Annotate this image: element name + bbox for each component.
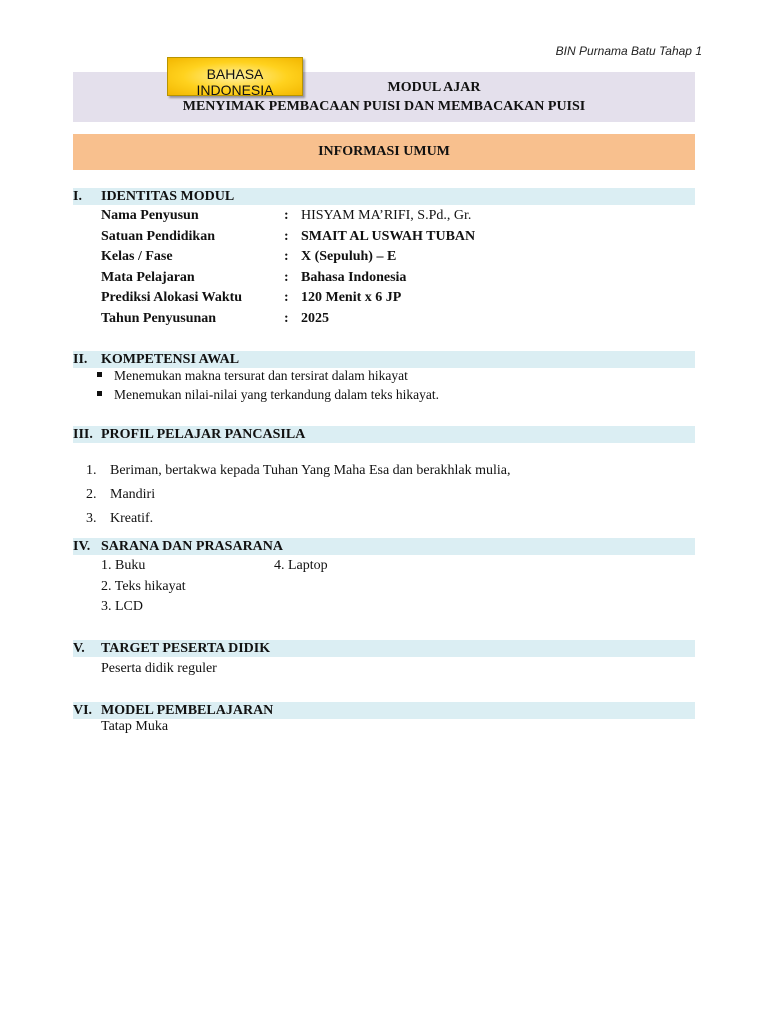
module-title: MODUL AJAR [387,80,481,95]
sarana-item: 4. Laptop [274,558,328,573]
section-heading-kompetensi [73,351,695,368]
list-item-text: Kreatif. [110,511,154,526]
identity-key: Nama Penyusun [101,208,199,223]
list-item [86,463,510,479]
list-item-text: Menemukan nilai-nilai yang terkandung dalam teks hikayat. [114,387,440,402]
identity-colon: : [284,311,289,326]
identity-colon: : [284,249,289,264]
list-item [97,368,408,384]
identity-value: HISYAM MA’RIFI, S.Pd., Gr. [301,208,472,223]
list-item [97,387,439,403]
page-header: BIN Purnama Batu Tahap 1 [555,44,702,58]
bullet-icon [97,391,102,396]
list-item [86,511,153,527]
section-number: V. [73,641,85,656]
bullet-icon [97,372,102,377]
section-title: PROFIL PELAJAR PANCASILA [101,427,306,442]
identity-row [101,208,471,224]
list-number: 3. [86,511,97,526]
model-text: Tatap Muka [101,719,169,734]
list-item-text: Beriman, bertakwa kepada Tuhan Yang Maha Esa dan berakhlak mulia, [110,463,511,478]
section-number: IV. [73,539,91,554]
identity-value: X (Sepuluh) – E [301,249,397,264]
identity-row [101,249,396,265]
module-subtitle: MENYIMAK PEMBACAAN PUISI DAN MEMBACAKAN PUISI [182,99,586,114]
identity-row [101,311,329,327]
identity-colon: : [284,270,289,285]
identity-key: Satuan Pendidikan [101,229,215,244]
section-title: SARANA DAN PRASARANA [101,539,284,554]
target-text: Peserta didik reguler [101,661,217,676]
section-title: KOMPETENSI AWAL [101,352,240,367]
identity-value: 120 Menit x 6 JP [301,290,402,305]
sarana-item: 1. Buku [101,558,146,573]
section-heading-sarana [73,538,695,555]
list-number: 1. [86,463,97,478]
identity-key: Mata Pelajaran [101,270,195,285]
section-title: IDENTITAS MODUL [101,189,235,204]
identity-key: Prediksi Alokasi Waktu [101,290,243,305]
identity-key: Tahun Penyusunan [101,311,217,326]
info-bar: INFORMASI UMUM [73,134,695,170]
section-heading-profil [73,426,695,443]
list-item-text: Menemukan makna tersurat dan tersirat dalam hikayat [114,368,408,383]
section-title: TARGET PESERTA DIDIK [101,641,271,656]
section-heading-model [73,702,695,719]
section-number: I. [73,189,82,204]
list-number: 2. [86,487,97,502]
section-number: II. [73,352,88,367]
section-number: III. [73,427,93,442]
section-heading-identitas [73,188,695,205]
sarana-item: 3. LCD [101,599,143,614]
subject-badge: BAHASA INDONESIA [167,57,303,96]
identity-row [101,290,401,306]
section-title: MODEL PEMBELAJARAN [101,703,274,718]
identity-row [101,270,406,286]
section-heading-target [73,640,695,657]
identity-value: Bahasa Indonesia [301,270,407,285]
identity-value: 2025 [301,311,329,326]
section-number: VI. [73,703,93,718]
identity-colon: : [284,290,289,305]
identity-colon: : [284,208,289,223]
sarana-item: 2. Teks hikayat [101,579,186,594]
identity-value: SMAIT AL USWAH TUBAN [301,229,476,244]
list-item-text: Mandiri [110,487,156,502]
identity-key: Kelas / Fase [101,249,173,264]
list-item [86,487,155,503]
identity-row [101,229,475,245]
identity-colon: : [284,229,289,244]
